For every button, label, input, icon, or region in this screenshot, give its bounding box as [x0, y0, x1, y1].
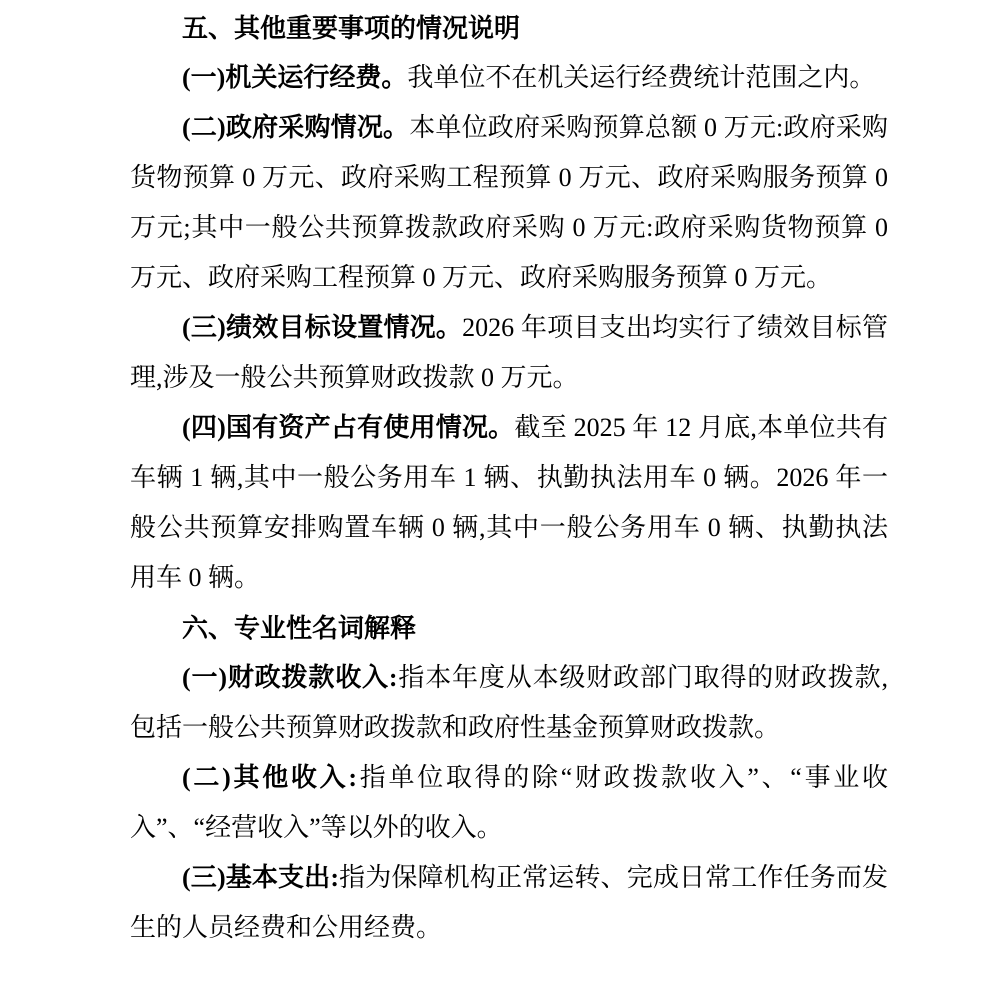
- paragraph-text: 本单位政府采购预算总额 0 万元:政府采购货物预算 0 万元、政府采购工程预算 0 万元、政府采购服务预算 0 万元;其中一般公共预算拨款政府采购 0 万元:政府采购货物预算 0 万元、政府采购工程预算 0 万元、政府采购服务预算 0 万元。: [130, 113, 888, 292]
- paragraph-performance-targets: [130, 303, 888, 403]
- paragraph-text: 指为保障机构正常运转、完成日常工作任务而发生的人员经费和公用经费。: [130, 863, 888, 942]
- section-heading: 六、专业性名词解释: [182, 613, 417, 643]
- paragraph-state-owned-assets: [130, 403, 888, 603]
- paragraph-lead: (一)机关运行经费。: [182, 63, 408, 92]
- paragraph-other-income: [130, 753, 888, 853]
- paragraph-lead: (二)政府采购情况。: [182, 113, 410, 142]
- paragraph-text: 指本年度从本级财政部门取得的财政拨款,包括一般公共预算财政拨款和政府性基金预算财政拨款。: [130, 663, 888, 742]
- paragraph-text: 截至 2025 年 12 月底,本单位共有车辆 1 辆,其中一般公务用车 1 辆、执勤执法用车 0 辆。2026 年一般公共预算安排购置车辆 0 辆,其中一般公务用车 0 辆、执勤执法用车 0 辆。: [130, 413, 888, 592]
- paragraph-lead: (四)国有资产占有使用情况。: [182, 413, 515, 442]
- section-heading: 五、其他重要事项的情况说明: [182, 13, 521, 43]
- section-terminology-glossary: [130, 603, 888, 953]
- section-other-important-matters: [130, 3, 888, 603]
- paragraph-government-procurement: [130, 103, 888, 303]
- paragraph-fiscal-appropriation-income: [130, 653, 888, 753]
- paragraph-basic-expenditure: [130, 853, 888, 953]
- paragraph-text: 2026 年项目支出均实行了绩效目标管理,涉及一般公共预算财政拨款 0 万元。: [130, 313, 888, 392]
- paragraph-agency-operating-funds: [130, 53, 888, 103]
- paragraph-lead: (二)其他收入:: [182, 763, 358, 792]
- paragraph-lead: (三)基本支出:: [182, 863, 339, 892]
- paragraph-lead: (一)财政拨款收入:: [182, 663, 398, 692]
- paragraph-text: 指单位取得的除“财政拨款收入”、“事业收入”、“经营收入”等以外的收入。: [130, 763, 888, 842]
- paragraph-lead: (三)绩效目标设置情况。: [182, 313, 463, 342]
- paragraph-text: 我单位不在机关运行经费统计范围之内。: [407, 63, 876, 92]
